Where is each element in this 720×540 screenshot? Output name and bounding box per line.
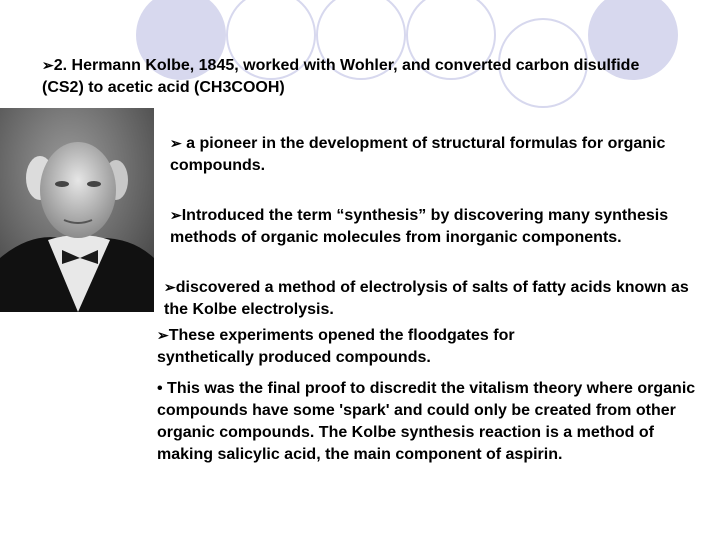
arrow-bullet-icon: ➢ <box>170 207 182 223</box>
arrow-bullet-icon: ➢ <box>170 135 182 151</box>
arrow-bullet-icon: ➢ <box>42 57 54 73</box>
point-text: discovered a method of electrolysis of salts of fatty acids known as the Kolbe electrolysis. <box>164 279 689 318</box>
portrait-photo <box>0 108 154 312</box>
point-synthesis-term <box>170 204 680 249</box>
arrow-bullet-icon: ➢ <box>157 327 169 343</box>
point-text: a pioneer in the development of structural formulas for organic compounds. <box>170 135 666 174</box>
heading-text: 2. Hermann Kolbe, 1845, worked with Wohler, and converted carbon disulfide (CS2) to acetic acid (CH3COOH) <box>42 57 640 96</box>
point-text: These experiments opened the floodgates for synthetically produced compounds. <box>157 327 515 366</box>
point-floodgates <box>157 324 577 369</box>
point-text: Introduced the term “synthesis” by discovering many synthesis methods of organic molecules from inorganic components. <box>170 207 669 246</box>
arrow-bullet-icon: ➢ <box>164 279 176 295</box>
slide-heading <box>42 54 682 99</box>
point-text: This was the final proof to discredit the vitalism theory where organic compounds have some 'spark' and could only be created from other organic compounds. The Kolbe synthesis reaction is a method of making salicylic acid, the main component of aspirin. <box>157 380 696 463</box>
point-vitalism <box>157 378 702 466</box>
point-kolbe-electrolysis <box>164 276 694 321</box>
point-structural-formulas <box>170 132 690 177</box>
portrait-photo-drawing <box>0 108 154 312</box>
dot-bullet-icon: • <box>157 380 163 397</box>
